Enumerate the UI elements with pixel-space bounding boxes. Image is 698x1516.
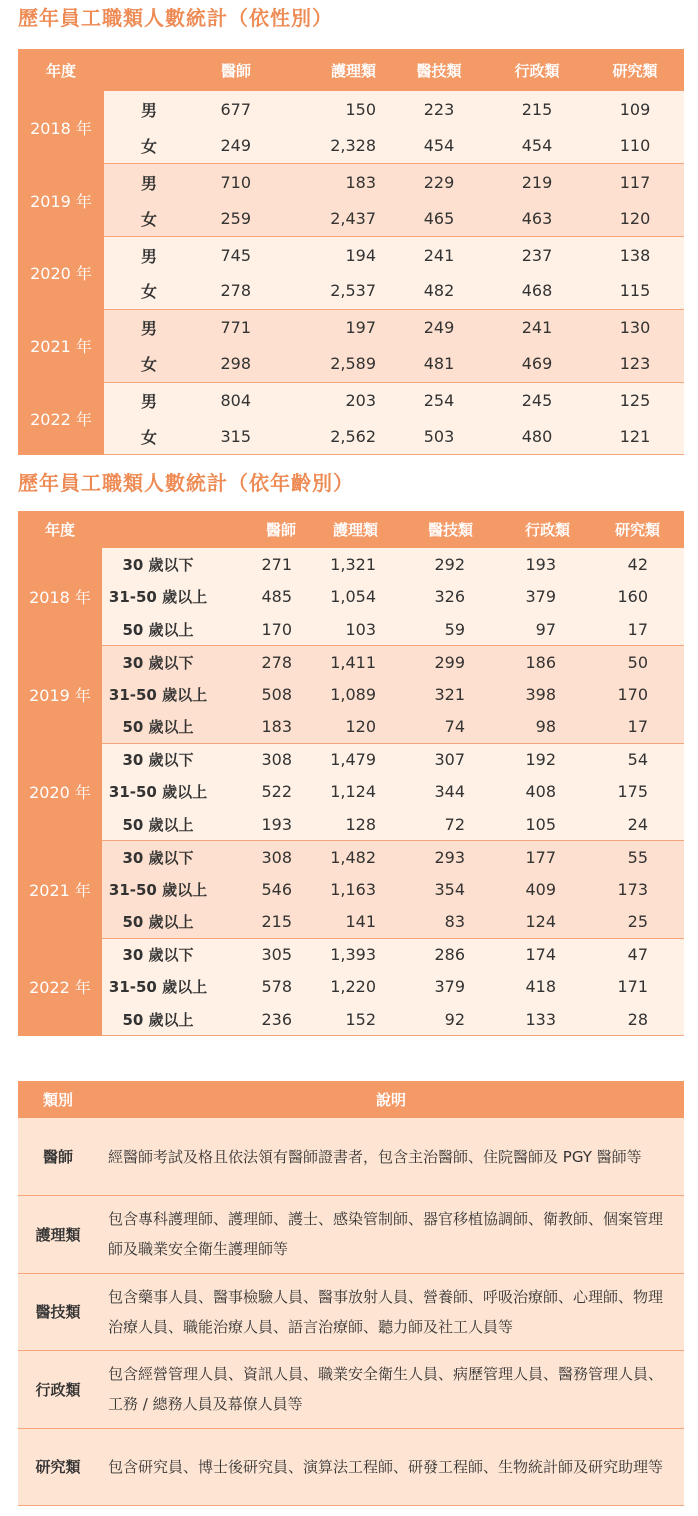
value-cell: 771: [194, 309, 289, 345]
table-row: [18, 127, 684, 163]
group-label: 50 歲以上: [102, 808, 214, 841]
value-cell: 1,393: [300, 938, 400, 971]
table-row: [18, 548, 684, 581]
group-label: 30 歲以下: [102, 743, 214, 776]
group-label: 男: [104, 164, 194, 200]
table-row: [18, 91, 684, 127]
value-cell: 105: [495, 808, 590, 841]
value-cell: 98: [495, 711, 590, 744]
group-label: 30 歲以下: [102, 938, 214, 971]
column-header: 醫師: [194, 49, 289, 91]
value-cell: 454: [390, 127, 488, 163]
gender-section-title: 歷年員工職類人數統計（依性別）: [18, 6, 333, 30]
table-row: [18, 200, 684, 236]
table-row: [18, 938, 684, 971]
table-row: [18, 613, 684, 646]
value-cell: 503: [390, 419, 488, 455]
column-header: 護理類: [300, 511, 400, 548]
value-cell: 278: [194, 273, 289, 309]
year-cell: 2018 年: [18, 91, 104, 164]
value-cell: 344: [400, 776, 495, 809]
year-cell: 2021 年: [18, 841, 102, 939]
table-row: [18, 678, 684, 711]
category-label: 護理類: [18, 1196, 98, 1274]
value-cell: 292: [400, 548, 495, 581]
group-label: 50 歲以上: [102, 613, 214, 646]
value-cell: 215: [488, 91, 586, 127]
group-label: 30 歲以下: [102, 646, 214, 679]
table-row: [18, 971, 684, 1004]
column-header: [104, 49, 194, 91]
value-cell: 171: [590, 971, 684, 1004]
group-label: 31-50 歲以上: [102, 873, 214, 906]
group-label: 男: [104, 309, 194, 345]
table-row: [18, 776, 684, 809]
table-row: [18, 841, 684, 874]
category-description: 包含藥事人員、醫事檢驗人員、醫事放射人員、營養師、呼吸治療師、心理師、物理治療人員、職能治療人員、語言治療師、聽力師及社工人員等: [98, 1273, 684, 1351]
table-row: [18, 743, 684, 776]
value-cell: 186: [495, 646, 590, 679]
value-cell: 219: [488, 164, 586, 200]
value-cell: 236: [214, 1003, 300, 1036]
value-cell: 804: [194, 382, 289, 418]
value-cell: 177: [495, 841, 590, 874]
year-cell: 2018 年: [18, 548, 102, 646]
value-cell: 175: [590, 776, 684, 809]
value-cell: 710: [194, 164, 289, 200]
value-cell: 485: [214, 581, 300, 614]
value-cell: 17: [590, 711, 684, 744]
table-row: [18, 273, 684, 309]
value-cell: 121: [586, 419, 684, 455]
value-cell: 379: [400, 971, 495, 1004]
value-cell: 117: [586, 164, 684, 200]
column-header: 說明: [98, 1081, 684, 1118]
column-header: 醫師: [214, 511, 300, 548]
value-cell: 254: [390, 382, 488, 418]
table-row: [18, 237, 684, 273]
value-cell: 25: [590, 906, 684, 939]
value-cell: 546: [214, 873, 300, 906]
value-cell: 223: [390, 91, 488, 127]
value-cell: 308: [214, 743, 300, 776]
value-cell: 241: [390, 237, 488, 273]
value-cell: 28: [590, 1003, 684, 1036]
year-cell: 2020 年: [18, 237, 104, 310]
table-row: [18, 711, 684, 744]
category-label: 醫技類: [18, 1273, 98, 1351]
value-cell: 249: [194, 127, 289, 163]
value-cell: 326: [400, 581, 495, 614]
value-cell: 299: [400, 646, 495, 679]
value-cell: 193: [495, 548, 590, 581]
definitions-table: [18, 1081, 684, 1506]
value-cell: 128: [300, 808, 400, 841]
value-cell: 125: [586, 382, 684, 418]
table-row: [18, 346, 684, 382]
value-cell: 97: [495, 613, 590, 646]
group-label: 女: [104, 419, 194, 455]
value-cell: 308: [214, 841, 300, 874]
category-description: 包含經營管理人員、資訊人員、職業安全衛生人員、病歷管理人員、醫務管理人員、工務 / 總務人員及幕僚人員等: [98, 1351, 684, 1429]
group-label: 女: [104, 127, 194, 163]
column-header: 醫技類: [390, 49, 488, 91]
value-cell: 745: [194, 237, 289, 273]
value-cell: 241: [488, 309, 586, 345]
group-label: 31-50 歲以上: [102, 581, 214, 614]
year-cell: 2019 年: [18, 164, 104, 237]
gender-table-header: [18, 49, 684, 91]
value-cell: 192: [495, 743, 590, 776]
column-header: 類別: [18, 1081, 98, 1118]
value-cell: 215: [214, 906, 300, 939]
value-cell: 237: [488, 237, 586, 273]
value-cell: 2,589: [289, 346, 390, 382]
table-row: [18, 1273, 684, 1351]
category-description: 包含專科護理師、護理師、護士、感染管制師、器官移植協調師、衛教師、個案管理師及職業安全衛生護理師等: [98, 1196, 684, 1274]
group-label: 31-50 歲以上: [102, 971, 214, 1004]
value-cell: 315: [194, 419, 289, 455]
value-cell: 508: [214, 678, 300, 711]
table-row: [18, 873, 684, 906]
value-cell: 1,163: [300, 873, 400, 906]
category-description: 經醫師考試及格且依法領有醫師證書者，包含主治醫師、住院醫師及 PGY 醫師等: [98, 1118, 684, 1196]
value-cell: 74: [400, 711, 495, 744]
value-cell: 109: [586, 91, 684, 127]
value-cell: 103: [300, 613, 400, 646]
value-cell: 2,562: [289, 419, 390, 455]
value-cell: 418: [495, 971, 590, 1004]
table-row: [18, 1118, 684, 1196]
value-cell: 54: [590, 743, 684, 776]
value-cell: 249: [390, 309, 488, 345]
year-cell: 2021 年: [18, 309, 104, 382]
table-row: [18, 906, 684, 939]
table-row: [18, 309, 684, 345]
group-label: 50 歲以上: [102, 1003, 214, 1036]
table-row: [18, 1196, 684, 1274]
value-cell: 173: [590, 873, 684, 906]
value-cell: 1,479: [300, 743, 400, 776]
value-cell: 481: [390, 346, 488, 382]
value-cell: 115: [586, 273, 684, 309]
category-label: 行政類: [18, 1351, 98, 1429]
value-cell: 55: [590, 841, 684, 874]
value-cell: 59: [400, 613, 495, 646]
value-cell: 2,537: [289, 273, 390, 309]
group-label: 女: [104, 346, 194, 382]
value-cell: 152: [300, 1003, 400, 1036]
value-cell: 1,411: [300, 646, 400, 679]
value-cell: 480: [488, 419, 586, 455]
year-cell: 2019 年: [18, 646, 102, 744]
value-cell: 271: [214, 548, 300, 581]
value-cell: 133: [495, 1003, 590, 1036]
value-cell: 92: [400, 1003, 495, 1036]
value-cell: 72: [400, 808, 495, 841]
value-cell: 203: [289, 382, 390, 418]
value-cell: 194: [289, 237, 390, 273]
column-header: 年度: [18, 49, 104, 91]
column-header: 醫技類: [400, 511, 495, 548]
group-label: 50 歲以上: [102, 711, 214, 744]
table-row: [18, 419, 684, 455]
value-cell: 522: [214, 776, 300, 809]
age-table-header: [18, 511, 684, 548]
value-cell: 110: [586, 127, 684, 163]
value-cell: 298: [194, 346, 289, 382]
value-cell: 17: [590, 613, 684, 646]
value-cell: 1,220: [300, 971, 400, 1004]
table-row: [18, 1428, 684, 1506]
group-label: 男: [104, 91, 194, 127]
gender-table: [18, 49, 684, 455]
value-cell: 193: [214, 808, 300, 841]
value-cell: 120: [586, 200, 684, 236]
group-label: 女: [104, 273, 194, 309]
table-row: [18, 808, 684, 841]
column-header: 研究類: [590, 511, 684, 548]
value-cell: 120: [300, 711, 400, 744]
value-cell: 278: [214, 646, 300, 679]
value-cell: 130: [586, 309, 684, 345]
category-label: 研究類: [18, 1428, 98, 1506]
value-cell: 578: [214, 971, 300, 1004]
column-header: 行政類: [488, 49, 586, 91]
value-cell: 1,482: [300, 841, 400, 874]
age-section-title: 歷年員工職類人數統計（依年齡別）: [18, 471, 354, 495]
value-cell: 286: [400, 938, 495, 971]
table-row: [18, 646, 684, 679]
year-cell: 2022 年: [18, 938, 102, 1036]
value-cell: 321: [400, 678, 495, 711]
value-cell: 1,124: [300, 776, 400, 809]
value-cell: 42: [590, 548, 684, 581]
value-cell: 245: [488, 382, 586, 418]
value-cell: 47: [590, 938, 684, 971]
value-cell: 468: [488, 273, 586, 309]
table-row: [18, 164, 684, 200]
table-row: [18, 382, 684, 418]
value-cell: 469: [488, 346, 586, 382]
column-header: 年度: [18, 511, 102, 548]
value-cell: 24: [590, 808, 684, 841]
value-cell: 454: [488, 127, 586, 163]
value-cell: 2,437: [289, 200, 390, 236]
definitions-table-header: [18, 1081, 684, 1118]
value-cell: 197: [289, 309, 390, 345]
value-cell: 1,089: [300, 678, 400, 711]
column-header: 行政類: [495, 511, 590, 548]
value-cell: 379: [495, 581, 590, 614]
group-label: 男: [104, 237, 194, 273]
value-cell: 174: [495, 938, 590, 971]
table-row: [18, 1003, 684, 1036]
value-cell: 183: [289, 164, 390, 200]
column-header: [102, 511, 214, 548]
value-cell: 354: [400, 873, 495, 906]
value-cell: 160: [590, 581, 684, 614]
group-label: 男: [104, 382, 194, 418]
value-cell: 305: [214, 938, 300, 971]
category-description: 包含研究員、博士後研究員、演算法工程師、研發工程師、生物統計師及研究助理等: [98, 1428, 684, 1506]
value-cell: 141: [300, 906, 400, 939]
value-cell: 409: [495, 873, 590, 906]
age-table: [18, 511, 684, 1036]
column-header: 研究類: [586, 49, 684, 91]
value-cell: 1,321: [300, 548, 400, 581]
value-cell: 183: [214, 711, 300, 744]
table-row: [18, 1351, 684, 1429]
value-cell: 123: [586, 346, 684, 382]
value-cell: 170: [214, 613, 300, 646]
value-cell: 408: [495, 776, 590, 809]
value-cell: 465: [390, 200, 488, 236]
value-cell: 83: [400, 906, 495, 939]
group-label: 30 歲以下: [102, 841, 214, 874]
group-label: 30 歲以下: [102, 548, 214, 581]
group-label: 50 歲以上: [102, 906, 214, 939]
column-header: 護理類: [289, 49, 390, 91]
value-cell: 50: [590, 646, 684, 679]
group-label: 女: [104, 200, 194, 236]
value-cell: 150: [289, 91, 390, 127]
group-label: 31-50 歲以上: [102, 678, 214, 711]
year-cell: 2022 年: [18, 382, 104, 455]
value-cell: 229: [390, 164, 488, 200]
table-row: [18, 581, 684, 614]
value-cell: 170: [590, 678, 684, 711]
value-cell: 259: [194, 200, 289, 236]
value-cell: 293: [400, 841, 495, 874]
group-label: 31-50 歲以上: [102, 776, 214, 809]
value-cell: 307: [400, 743, 495, 776]
category-label: 醫師: [18, 1118, 98, 1196]
value-cell: 398: [495, 678, 590, 711]
value-cell: 1,054: [300, 581, 400, 614]
value-cell: 463: [488, 200, 586, 236]
value-cell: 138: [586, 237, 684, 273]
year-cell: 2020 年: [18, 743, 102, 841]
value-cell: 124: [495, 906, 590, 939]
value-cell: 482: [390, 273, 488, 309]
value-cell: 2,328: [289, 127, 390, 163]
value-cell: 677: [194, 91, 289, 127]
